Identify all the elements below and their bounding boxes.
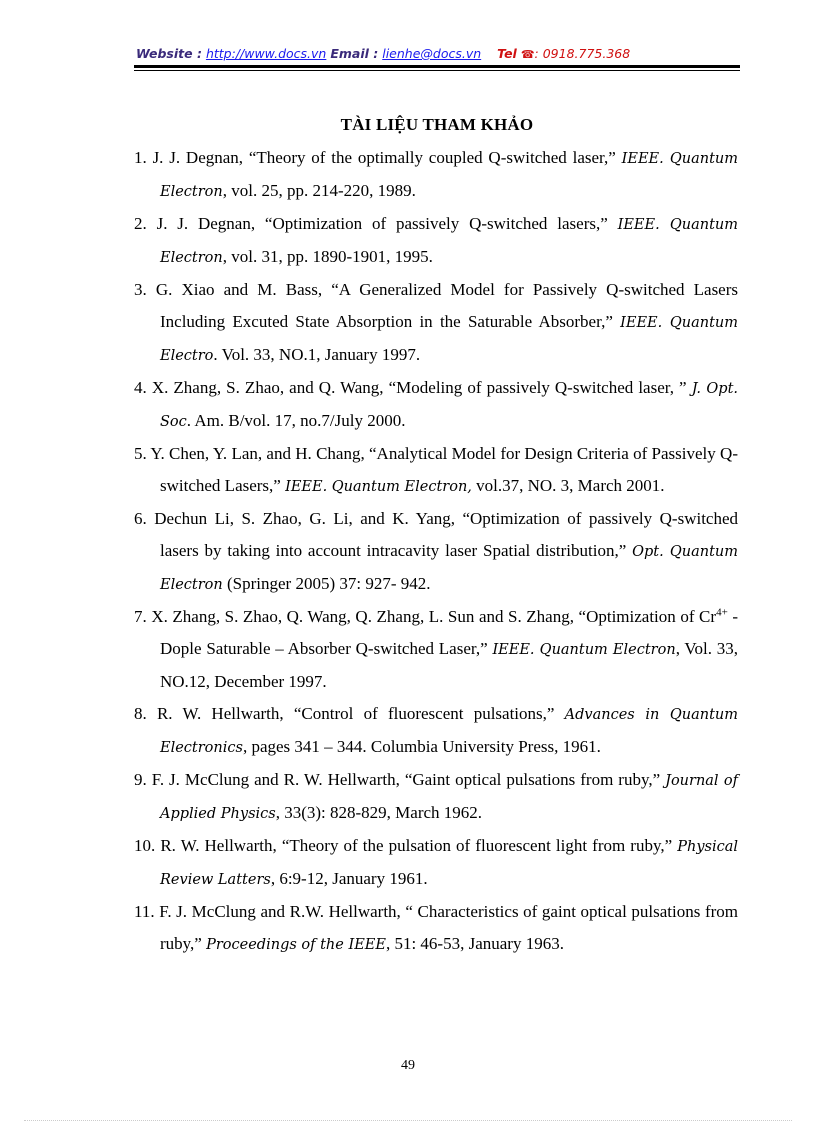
reference-text: G. Xiao and M. Bass, “A Generalized Model for Passively Q-switched Lasers Including Excuted State Absorption in the Saturable Absorber,” [155,280,739,331]
tel-label: Tel [497,46,517,61]
reference-item [134,896,738,961]
reference-text: Dechun Li, S. Zhao, G. Li, and K. Yang, “Optimization of passively Q-switched lasers by taking into account intracavity laser Spatial distribution,” [154,509,739,560]
reference-details: , 51: 46-53, January 1963. [385,934,564,953]
reference-item [134,208,738,274]
reference-number: 5. [134,444,147,463]
reference-number: 11. [134,902,155,921]
reference-details: (Springer 2005) 37: 927- 942. [227,574,431,593]
reference-number: 4. [134,378,147,397]
phone-icon: ☎ [520,48,535,61]
reference-number: 6. [134,509,147,528]
reference-journal: IEEE. Quantum Electron [160,151,739,200]
reference-number: 8. [134,704,147,723]
reference-details: . Vol. 33, NO.1, January 1997. [213,345,421,364]
reference-details: vol.37, NO. 3, March 2001. [476,476,665,495]
reference-number: 2. [134,214,147,233]
reference-text: R. W. Hellwarth, “Control of fluorescent pulsations,” [156,704,555,723]
reference-item [134,142,738,208]
reference-text: J. J. Degnan, “Optimization of passively Q-switched lasers,” [156,214,608,233]
reference-text: - Dople Saturable – Absorber Q-switched Laser,” [160,607,738,658]
reference-item [134,764,738,830]
reference-text: R. W. Hellwarth, “Theory of the pulsation of fluorescent light from ruby,” [160,836,673,855]
header-rule-thin [134,70,740,71]
reference-number: 9. [134,770,147,789]
email-link[interactable]: lienhe@docs.vn [382,46,482,61]
reference-item [134,274,738,372]
phone-number: : 0918.775.368 [534,46,631,61]
reference-item [134,503,738,601]
reference-journal: Journal of Applied Physics [160,773,739,822]
reference-journal: Advances in Quantum Electronics [160,707,738,756]
website-label: Website : [136,46,202,61]
reference-journal: IEEE. Quantum Electron, [285,479,472,495]
page-number: 49 [401,1058,415,1073]
reference-number: 1. [134,148,147,167]
header-rule-thick [134,65,740,68]
reference-journal: Opt. Quantum Electron [160,544,739,593]
reference-number: 3. [134,280,147,299]
reference-details: , Vol. 33, NO.12, December 1997. [160,639,738,691]
reference-list [134,142,738,961]
reference-item [134,601,738,698]
website-link[interactable]: http://www.docs.vn [205,46,327,61]
reference-item [134,830,738,896]
bottom-divider [24,1120,792,1121]
reference-details: , vol. 25, pp. 214-220, 1989. [222,181,416,200]
reference-number: 7. [134,607,147,626]
reference-text: F. J. McClung and R. W. Hellwarth, “Gaint optical pulsations from ruby,” [151,770,661,789]
reference-details: , 6:9-12, January 1961. [270,869,428,888]
reference-text: X. Zhang, S. Zhao, Q. Wang, Q. Zhang, L. Sun and S. Zhang, “Optimization of Cr [151,607,717,626]
page-title: TÀI LIỆU THAM KHẢO [340,115,534,134]
reference-text: J. J. Degnan, “Theory of the optimally coupled Q-switched laser,” [152,148,616,167]
reference-details: , 33(3): 828-829, March 1962. [275,803,483,822]
reference-details: , vol. 31, pp. 1890-1901, 1995. [222,247,433,266]
reference-journal: IEEE. Quantum Electron [160,217,738,266]
reference-text: X. Zhang, S. Zhao, and Q. Wang, “Modeling of passively Q-switched laser, ” [151,378,687,397]
reference-journal: IEEE. Quantum Electro [160,315,738,364]
reference-number: 10. [134,836,156,855]
reference-item [134,698,738,764]
reference-journal: J. Opt. Soc [160,381,739,430]
reference-text: Y. Chen, Y. Lan, and H. Chang, “Analytical Model for Design Criteria of Passively Q-switched Lasers,” [150,444,738,495]
reference-journal: Physical Review Latters [160,839,739,888]
reference-details: . Am. B/vol. 17, no.7/July 2000. [186,411,406,430]
reference-item [134,438,738,503]
email-label: Email : [330,46,379,61]
reference-item [134,372,738,438]
reference-journal: Proceedings of the IEEE [206,937,386,953]
reference-details: , pages 341 – 344. Columbia University Press, 1961. [242,737,601,756]
reference-text: F. J. McClung and R.W. Hellwarth, “ Characteristics of gaint optical pulsations from ruby,” [159,902,738,953]
reference-superscript: 4+ [716,606,728,619]
reference-journal: IEEE. Quantum Electron [492,642,676,658]
